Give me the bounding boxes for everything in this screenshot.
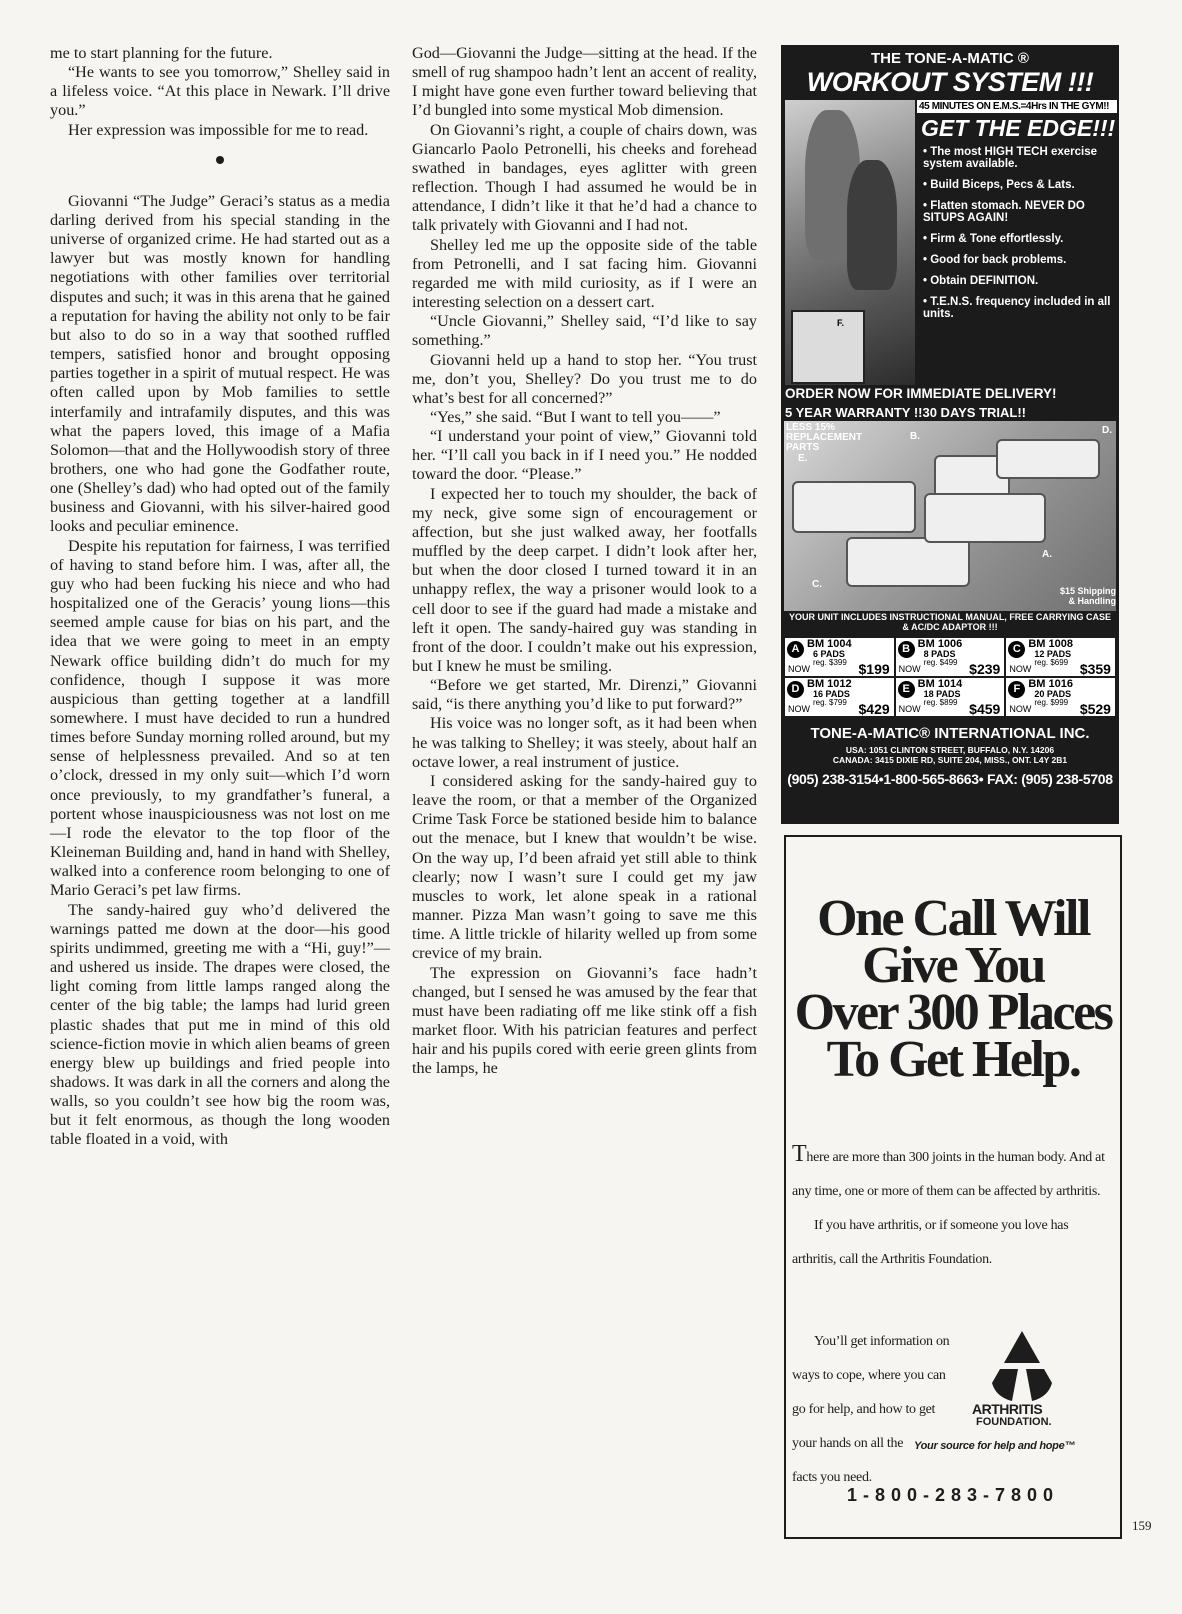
warranty-banner: 5 YEAR WARRANTY !!30 DAYS TRIAL!!	[785, 405, 1027, 420]
company-phone: (905) 238-3154•1-800-565-8663• FAX: (905) 238-5708	[787, 771, 1113, 787]
paragraph: I considered asking for the sandy-haired guy to leave the room, or that a member of the Organized Crime Task Force be stationed beside him to balance out the menace, but I knew that wouldn’t be wise. On the way up, I’d been afraid yet still able to think clearly; now I wasn’t sure I could get my jaw muscles to work, let alone speak in a rational manner. Pizza Man wasn’t going to save me this time. A little trickle of hilarity welled up from some crevice of my brain.	[412, 771, 757, 963]
model-letter: E	[898, 681, 915, 698]
price-grid	[785, 638, 1115, 716]
device	[924, 493, 1046, 543]
headline-line: Give You	[862, 937, 1044, 994]
brand-name: ARTHRITIS	[972, 1401, 1043, 1417]
headline-line: Over 300 Places	[794, 984, 1112, 1041]
price-cell	[785, 678, 894, 716]
side-line: facts you need.	[792, 1470, 872, 1485]
price-cell	[896, 638, 1005, 676]
ad-headline	[786, 890, 1120, 1088]
paragraph: Shelley led me up the opposite side of the table from Petronelli, and I sat facing him. Giovanni regarded me with mild curiosity, as if I were an interesting selection on a dessert cart.	[412, 235, 757, 312]
sale-price: $239	[969, 661, 1001, 677]
model-name: BM 1014	[917, 678, 963, 690]
model-pads: 6 PADS	[813, 649, 845, 659]
paragraph: I expected her to touch my shoulder, the back of my neck, give some sign of encouragement or affection, but she just walked away, her footfalls muffled by the deep carpet. I didn’t look after her, but when the door closed I turned toward it in an unhappy reflex, the way a prisoner would look to a cell door to see if the guard had made a mistake and left it open. The sandy-haired guy was standing in front of the door. I couldn’t make out his expression, but I knew he must be smiling.	[412, 484, 757, 675]
model-name: BM 1008	[1028, 638, 1073, 650]
model-pads: 18 PADS	[923, 689, 961, 699]
ad-body	[792, 1137, 1112, 1277]
tone-a-matic-ad	[781, 45, 1119, 824]
side-line: go for help, and how to get	[792, 1402, 936, 1417]
device-label: B.	[910, 431, 920, 442]
model-letter: B	[898, 641, 915, 658]
regular-price: reg. $799	[813, 698, 847, 707]
paragraph: “Before we get started, Mr. Direnzi,” Giovanni said, “is there anything you’d like to put forward?”	[412, 676, 757, 714]
section-break-dot	[216, 156, 224, 164]
side-line: ways to cope, where you can	[792, 1368, 946, 1383]
ad-side-text	[792, 1325, 952, 1495]
device-photo	[784, 421, 1116, 611]
paragraph: “I understand your point of view,” Giovanni told her. “I’ll call you back in if I need you.” He nodded toward the door. “Please.”	[412, 427, 757, 484]
paragraph: God—Giovanni the Judge—sitting at the head. If the smell of rug shampoo hadn’t lent an accent of reality, I might have gone even further toward believing that I’d bungled into some mystical Mob dimension.	[412, 44, 757, 120]
feature-item: • T.E.N.S. frequency included in all units.	[923, 296, 1111, 320]
includes-note: YOUR UNIT INCLUDES INSTRUCTIONAL MANUAL, FREE CARRYING CASE & AC/DC ADAPTOR !!!	[788, 612, 1111, 632]
model-pads: 8 PADS	[923, 649, 956, 659]
sale-price: $359	[1079, 661, 1111, 677]
feature-item: • Good for back problems.	[923, 254, 1067, 266]
address-canada: CANADA: 3415 DIXIE RD, SUITE 204, MISS., ONT. L4Y 2B1	[832, 755, 1068, 765]
regular-price: reg. $499	[923, 658, 958, 667]
paragraph: The expression on Giovanni’s face hadn’t changed, but I sensed he was amused by the fear that must have been radiating off me like stink off a fish market floor. With his patrician features and perfect hair and his pupils cored with eerie green glints from the lamps, he	[412, 963, 757, 1078]
headline-line: One Call Will	[817, 890, 1089, 947]
model-name: BM 1012	[807, 678, 852, 690]
paragraph: me to start planning for the future.	[50, 44, 273, 62]
model-letter: C	[1008, 641, 1025, 658]
device	[996, 439, 1100, 479]
feature-item: • Flatten stomach. NEVER DO SITUPS AGAIN!	[923, 200, 1085, 224]
article-column-2	[412, 44, 757, 1078]
now-label: NOW	[1009, 664, 1032, 674]
shipping-note: $15 Shipping & Handling	[1059, 586, 1116, 606]
address-usa: USA: 1051 CLINTON STREET, BUFFALO, N.Y. 14206	[845, 745, 1055, 755]
feature-item: • Firm & Tone effortlessly.	[923, 233, 1064, 245]
price-cell	[896, 678, 1005, 716]
feature-item: • Obtain DEFINITION.	[923, 275, 1039, 287]
company-name: TONE-A-MATIC® INTERNATIONAL INC.	[810, 725, 1090, 742]
feature-item: • The most HIGH TECH exercise system available.	[923, 146, 1098, 170]
side-line: your hands on all the	[792, 1436, 904, 1451]
ad-subheading: 45 MINUTES ON E.M.S.=4Hrs IN THE GYM!!	[917, 100, 1117, 113]
ad-headline: WORKOUT SYSTEM !!!	[806, 67, 1094, 97]
ad-title: THE TONE-A-MATIC ®	[871, 50, 1029, 67]
paragraph: The sandy-haired guy who’d delivered the warnings patted me down at the door—his good spirits undimmed, greeting me with a “Hi, guy!”—and ushered us inside. The drapes were closed, the light coming from little lamps ranged along the center of the big table; the lamps had lurid green plastic shades that put me in mind of this old science-fiction movie in which alien beams of green energy blew up buildings and fried people into shadows. It was dark in all the corners and along the walls, so you couldn’t see how big the room was, but it felt enormous, as though the long wooden table floated in a void, with	[50, 900, 390, 1149]
model-pads: 16 PADS	[813, 689, 850, 699]
paragraph: Her expression was impossible for me to read.	[68, 120, 369, 139]
now-label: NOW	[898, 664, 921, 674]
drop-cap: T	[792, 1141, 807, 1167]
model-name: BM 1016	[1028, 678, 1073, 690]
price-cell	[785, 638, 894, 676]
feature-item: • Build Biceps, Pecs & Lats.	[923, 179, 1075, 191]
model-letter: D	[787, 681, 804, 698]
sale-price: $529	[1079, 701, 1111, 717]
device-label: E.	[798, 453, 808, 464]
ad-photo	[785, 100, 915, 385]
paragraph: Giovanni “The Judge” Geraci’s status as a media darling derived from his special standing in the universe of organized crime. He had started out as a lawyer but was mostly known for handling negotiations with other families over territorial disputes and such; it was in this arena that he gained a reputation for having the ability not only to be fair but also to do so in a way that soothed ruffled tempers, satisfied honor and brought opposing parties together in a spirit of mutual respect. He was often called upon by Mob families to settle interfamily and intrafamily disputes, and this was what the papers loved, this image of a Mafia Solomon—that and the Hollywoodish story of three brothers, one who had gone the Godfather route, one (Shelley’s dad) who had opted out of the family business and Giovanni, with his silver-haired good looks and peculiar eminence.	[50, 191, 390, 536]
brand-subname: FOUNDATION.	[976, 1416, 1052, 1428]
model-letter: F	[1008, 681, 1025, 698]
sale-price: $459	[969, 701, 1001, 717]
headline-line: To Get Help.	[826, 1031, 1080, 1088]
model-name: BM 1004	[807, 638, 852, 650]
sale-price: $199	[858, 661, 890, 677]
model-name: BM 1006	[917, 638, 963, 650]
paragraph: “Yes,” she said. “But I want to tell you——”	[430, 407, 721, 426]
order-banner: ORDER NOW FOR IMMEDIATE DELIVERY!	[785, 386, 1057, 401]
now-label: NOW	[788, 664, 810, 674]
article-column-1	[50, 44, 390, 1150]
photo-label: F.	[837, 318, 845, 328]
device	[846, 537, 970, 587]
device-label: C.	[812, 579, 822, 590]
regular-price: reg. $699	[1034, 658, 1069, 667]
regular-price: reg. $399	[813, 658, 847, 667]
page-number: 159	[1132, 1518, 1152, 1533]
paragraph: His voice was no longer soft, as it had been when he was talking to Shelley; it was steely, about half an octave lower, a real instrument of justice.	[412, 714, 757, 771]
ad-edge-heading: GET THE EDGE!!!	[921, 115, 1116, 141]
price-cell	[1006, 678, 1115, 716]
arthritis-foundation-ad	[784, 835, 1122, 1539]
model-letter: A	[787, 641, 804, 658]
side-line: You’ll get information on	[814, 1334, 950, 1349]
paragraph: “He wants to see you tomorrow,” Shelley said in a lifeless voice. “At this place in Newark. I’ll drive you.”	[50, 63, 390, 120]
paragraph: Giovanni held up a hand to stop her. “You trust me, don’t you, Shelley? Do you trust me to do what’s best for all concerned?”	[412, 350, 757, 407]
model-pads: 12 PADS	[1034, 649, 1072, 659]
replacement-note: LESS 15% REPLACEMENT PARTS	[786, 422, 863, 453]
feature-list	[917, 146, 1117, 320]
now-label: NOW	[898, 704, 921, 714]
phone-number: 1-800-283-7800	[846, 1485, 1060, 1505]
ad-paragraph: If you have arthritis, or if someone you love has arthritis, call the Arthritis Foundation.	[792, 1218, 1069, 1267]
device-label: D.	[1102, 425, 1112, 436]
model-pads: 20 PADS	[1034, 689, 1072, 699]
ad-paragraph	[792, 1137, 1112, 1209]
device-label: A.	[1042, 549, 1052, 560]
now-label: NOW	[1009, 704, 1032, 714]
device-case	[791, 310, 865, 384]
brand-tagline: Your source for help and hope™	[914, 1440, 1076, 1452]
company-address	[781, 745, 1119, 765]
ad-features	[917, 100, 1117, 329]
device	[792, 481, 916, 533]
regular-price: reg. $899	[923, 698, 958, 707]
paragraph: On Giovanni’s right, a couple of chairs down, was Giancarlo Paolo Petronelli, his cheeks and forehead swathed in bandages, eyes aglitter with green reflection. Though I had assumed he would be in attendance, I didn’t like it that he’d had a chance to talk privately with Giovanni and I had not.	[412, 120, 757, 235]
regular-price: reg. $999	[1034, 698, 1069, 707]
sale-price: $429	[858, 701, 890, 717]
now-label: NOW	[788, 704, 810, 714]
paragraph: “Uncle Giovanni,” Shelley said, “I’d like to say something.”	[412, 312, 757, 350]
ad-paragraph-text: here are more than 300 joints in the human body. And at any time, one or more of them can be affected by arthritis.	[792, 1150, 1105, 1199]
paragraph: Despite his reputation for fairness, I was terrified of having to stand before him. I was, after all, the guy who had been fucking his niece and who had hospitalized one of the Geracis’ young lions—this seemed ample cause for bias on his part, and the idea that we were going to meet in an empty Newark office building didn’t do much for my confidence, though I suppose it was more auspicious than getting together at a landfill somewhere. I must have decided to run a hundred times before Sunday morning rolled around, but my sense of helplessness prevailed. And so at ten o’clock, dressed in my only suit—which I’d worn once previously, to my grandfather’s funeral, a portent whose inauspiciousness was not lost on me—I rode the elevator to the top floor of the Kleineman Building and, hand in hand with Shelley, walked into a conference room belonging to one of Mario Geraci’s pet law firms.	[50, 536, 390, 900]
price-cell	[1006, 638, 1115, 676]
model-figure	[847, 160, 897, 290]
